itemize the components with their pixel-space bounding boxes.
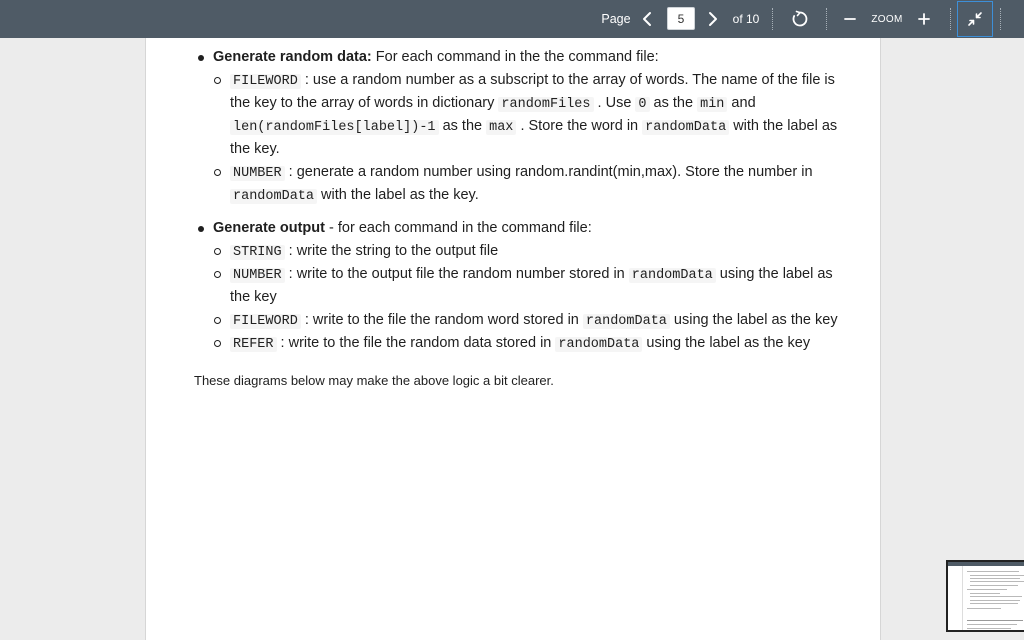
chevron-left-icon xyxy=(642,11,652,27)
reset-rotate-button[interactable] xyxy=(787,0,813,38)
rotate-icon xyxy=(791,10,809,28)
page-label: Page xyxy=(601,12,631,26)
toolbar-divider xyxy=(1000,8,1001,30)
bullet xyxy=(214,248,221,255)
page-thumbnail[interactable] xyxy=(946,560,1024,632)
next-page-button[interactable] xyxy=(702,0,724,38)
page-number-input[interactable] xyxy=(667,7,695,30)
zoom-in-button[interactable] xyxy=(912,0,936,38)
bullet xyxy=(198,226,204,232)
command-code: FILEWORD xyxy=(230,74,301,89)
command-code: NUMBER xyxy=(230,268,285,283)
command-code: REFER xyxy=(230,337,277,352)
command-code: STRING xyxy=(230,245,285,260)
section-heading: Generate random data: xyxy=(213,49,372,65)
bullet xyxy=(214,271,221,278)
bullet xyxy=(214,317,221,324)
bullet xyxy=(198,55,204,61)
bullet xyxy=(214,340,221,347)
command-code: FILEWORD xyxy=(230,314,301,329)
thumbnail-page xyxy=(962,566,1024,632)
document-page: Generate random data: For each command in the the command file: FILEWORD : use a random number as a subscript to the array of words. The name of the file is the key to the array of words in dictionary randomFiles . Use 0 as the min and len(randomFiles[label])-1 as the max . Store the word in randomData with the label as the key. NUMBER : generate a random number using random.randint(min,max). Store the number in randomData with the label as the key. Generate output - for each command in the command file: STRING : write the string to the output file NUMBER : write to the output file the random number stored in randomData using the label as the key FILEWORD : write to the file the random word stored in randomData using the label as the key REFER : write to the file the random data stored in randomData using the label as the key These diagrams below may make the above logic a bit clearer. xyxy=(145,38,881,640)
collapse-icon xyxy=(967,11,983,27)
toolbar-divider xyxy=(950,8,951,30)
section-heading: Generate output xyxy=(213,220,325,236)
plus-icon xyxy=(917,12,931,26)
bullet xyxy=(214,77,221,84)
viewer-toolbar xyxy=(0,0,1024,38)
command-code: NUMBER xyxy=(230,166,285,181)
bullet xyxy=(214,169,221,176)
page-count-label: of 10 xyxy=(732,12,760,26)
zoom-label: ZOOM xyxy=(871,13,903,25)
toolbar-divider xyxy=(826,8,827,30)
zoom-out-button[interactable] xyxy=(838,0,862,38)
toolbar-divider xyxy=(772,8,773,30)
exit-fullscreen-button[interactable] xyxy=(957,1,993,37)
previous-page-button[interactable] xyxy=(636,0,658,38)
minus-icon xyxy=(843,12,857,26)
chevron-right-icon xyxy=(708,11,718,27)
